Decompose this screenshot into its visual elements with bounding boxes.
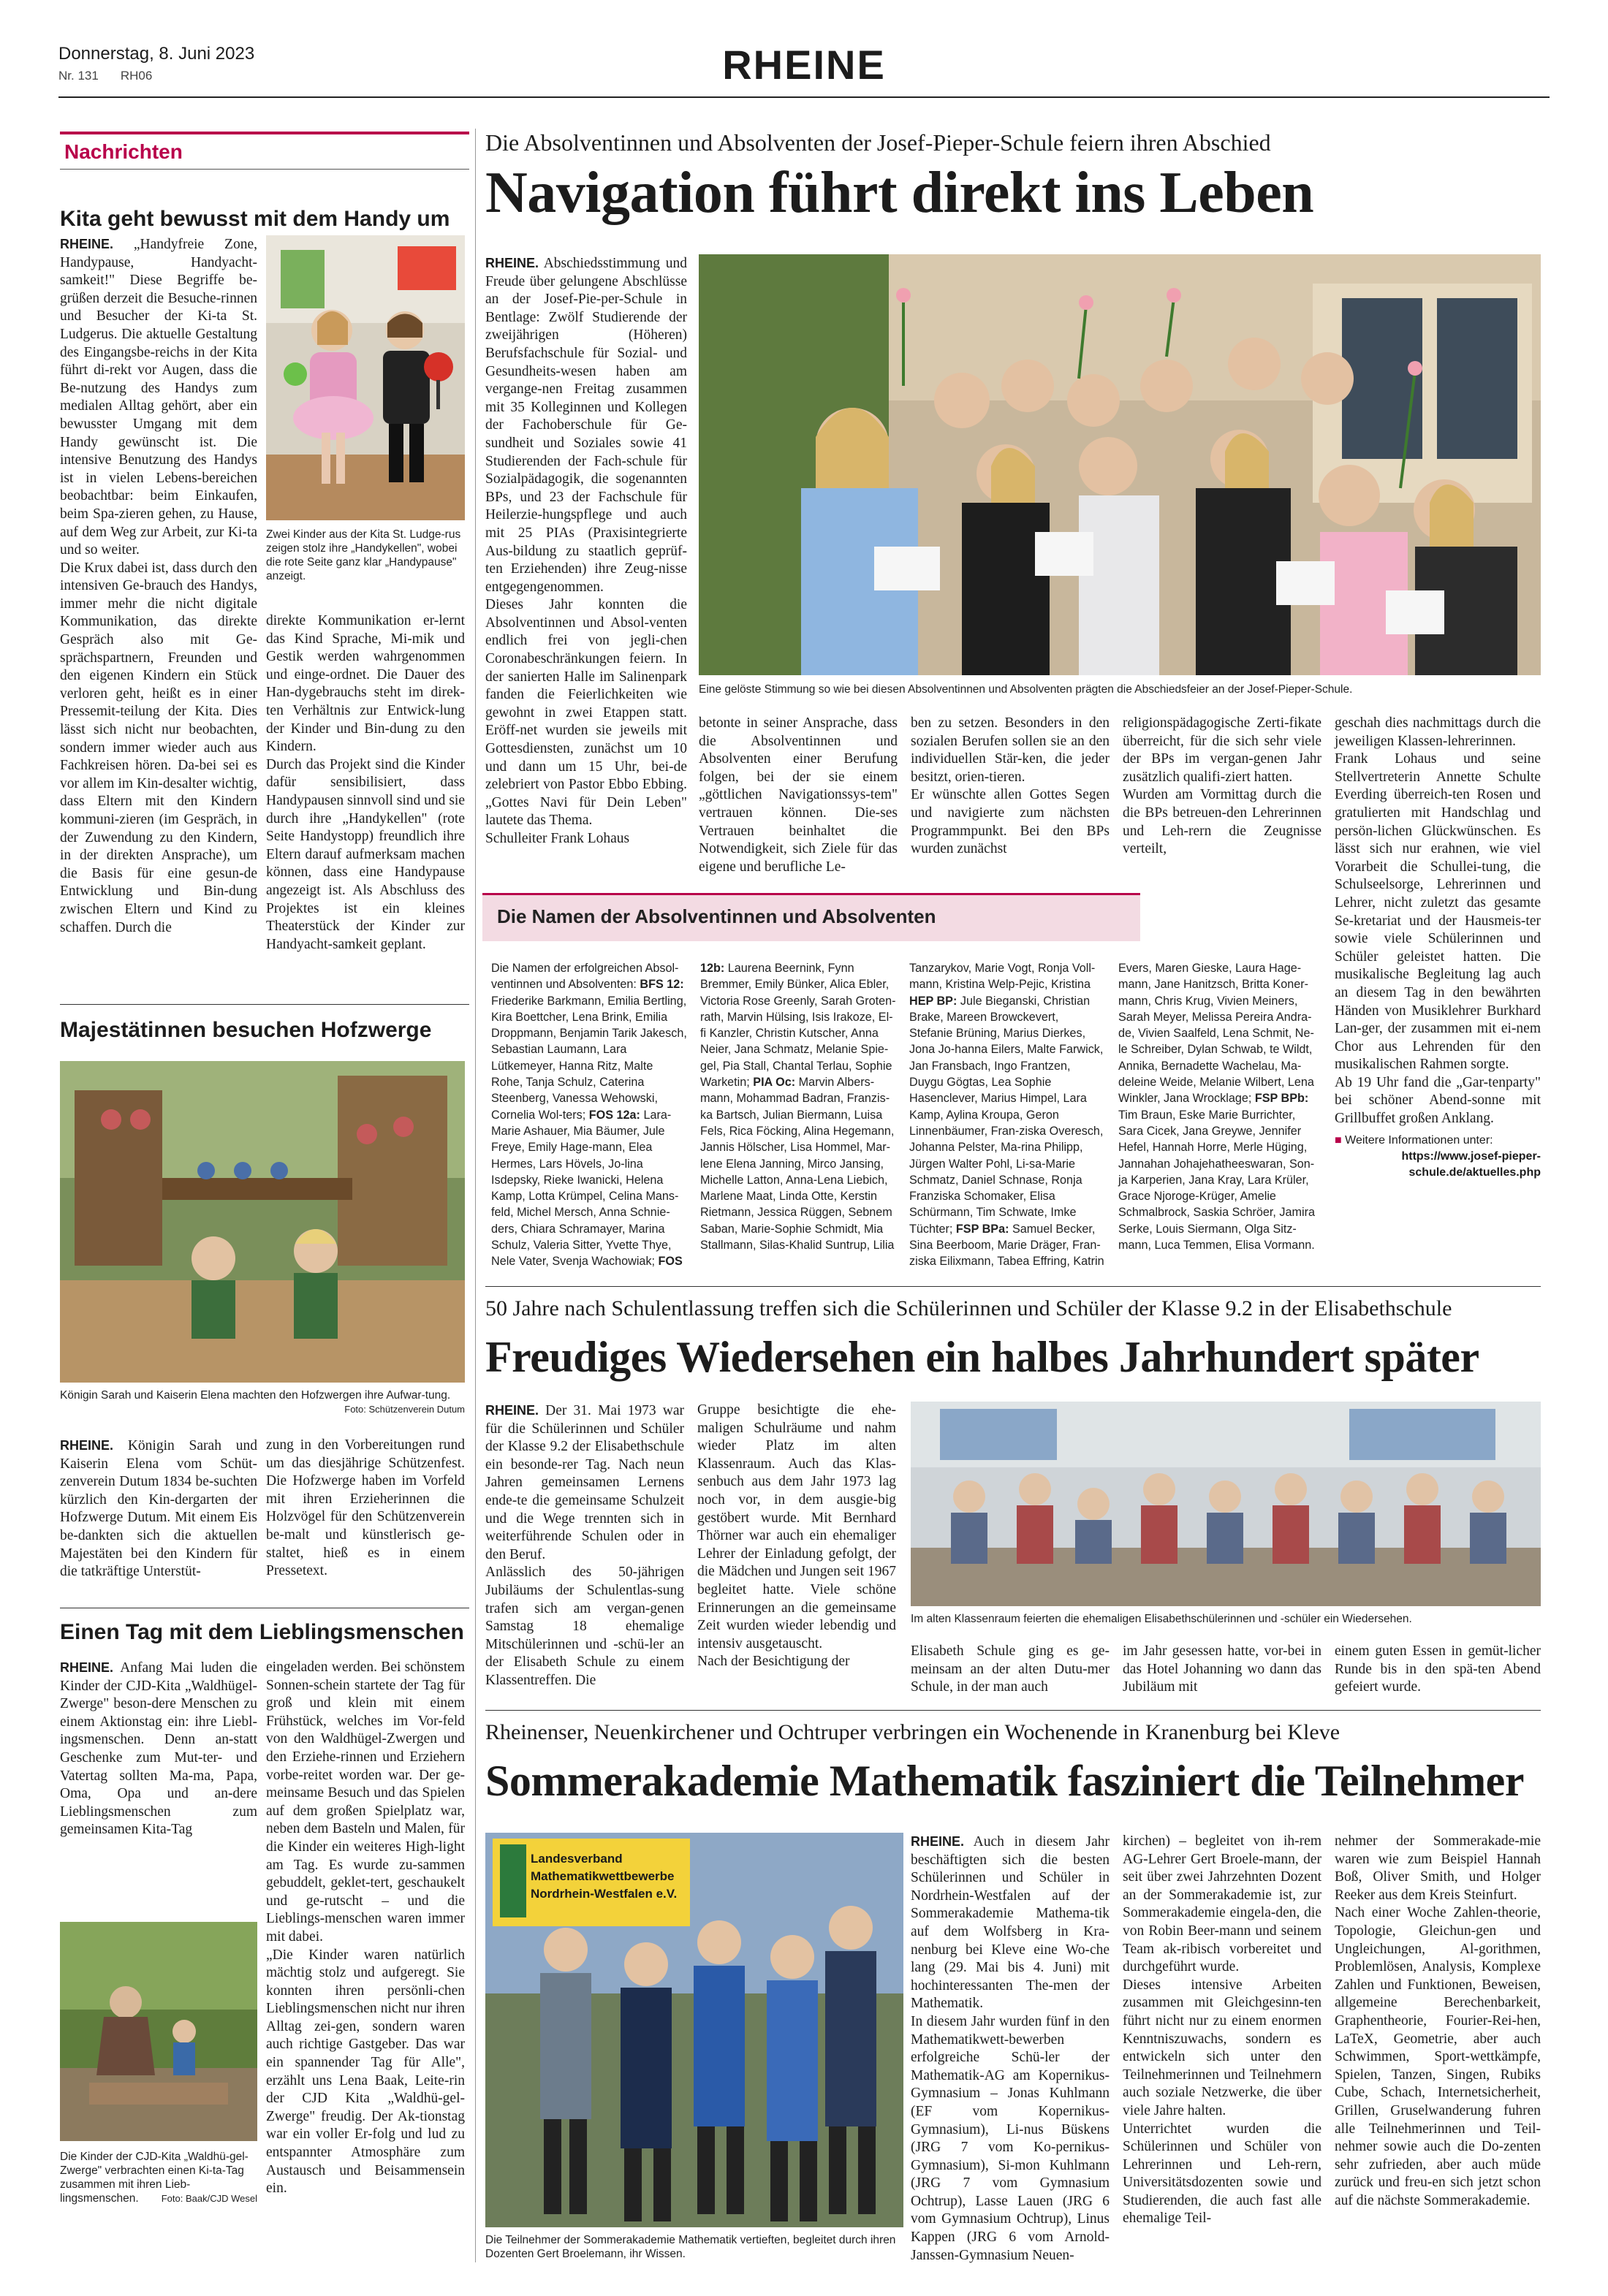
lieblings-headline: Einen Tag mit dem Lieblingsmenschen	[60, 1620, 464, 1644]
names-heading: Die Namen der Absolventinnen und Absolventen	[482, 893, 1140, 941]
absolventen-col1: RHEINE. Abschiedsstimmung und Freude über gelungene Abschlüsse an der Josef-Pie-per-Schule in Bentlage: Zwölf Studierende der zweijährigen (Höheren) Berufsfachschule für Sozial- und Gesundheits-wesen haben am vergange-nen Freitag zusammen mit 35 Kolleginnen und Kollegen der Fachoberschule für Ge-sundheit und Soziales sowie 41 Studierenden der Fach-schule für Sozialpädagogik, die sogenannten BPs, und 23 der Fachschule für Heilerzie-hungspflege und auch mit 25 PIAs (Praxisintegrierte Aus-bildung zu staatlich geprüf-ten Erziehenden) ihre Zeug-nisse entgegengenommen. Dieses Jahr konnten die Absolventinnen und Absol-venten endlich frei von jegli-chen Coronabeschränkungen feiern. In der sanierten Halle im Salinenpark fanden die Feierlichkeiten wie gewohnt in zwei Etappen statt. Eröff-net wurden sie jeweils mit Gottesdiensten, zunächst um 10 und dann um 15 Uhr, bei-de zelebriert von Pastor Ebbo Ebbing. „Gottes Navi für Dein Leben" lautete das Thema. Schulleiter Frank Lohaus	[485, 256, 687, 846]
mathe-headline: Sommerakademie Mathematik fasziniert die Teilnehmer	[485, 1757, 1524, 1805]
absolventen-col3: ben zu setzen. Besonders in den sozialen Berufen sollen sie an den individuellen Stär-ken, die jeder besitzt, orien-tieren. Er wünschte allen Gottes Segen und navigierte zum nächsten Programmpunkt. Bei den BPs wurden zunächst	[911, 715, 1110, 857]
mathe-kicker: Rheinenser, Neuenkirchener und Ochtruper verbringen ein Wochenende in Kranenburg bei Kleve	[485, 1720, 1340, 1744]
mathe-caption: Die Teilnehmer der Sommerakademie Mathematik vertieften, begleitet durch ihren Dozenten Gert Broelemann, ihr Wissen.	[485, 2234, 896, 2260]
lieblings-text-a: RHEINE. Anfang Mai luden die Kinder der CJD-Kita „Waldhügel-Zwerge" beson-dere Menschen zu einem Aktionstag ein: ihre Liebl-ingsmenschen. Denn an-statt Geschenke zum Mut-ter- und Vatertag sollten Ma-ma, Papa, Oma, Opa und an-dere Lieblingsmenschen zum gemeinsamen Kita-Tag	[60, 1660, 257, 1838]
absolventen-kicker: Die Absolventinnen und Absolventen der Josef-Pieper-Schule feiern ihren Abschied	[485, 129, 1271, 156]
absolventen-col5: geschah dies nachmittags durch die jeweiligen Klassen-lehrerinnen. Frank Lohaus und seine Stellvertreterin Annette Schulte Everding überreich-ten Rosen und gratulierten mit Handschlag und persön-lichen Glückwünschen. Es lässt sich nur erahnen, wie viel Vorarbeit die Schullei-tung, die Schulseelsorge, Lehrerinnen und Lehrer, nicht zuletzt das gesamte Se-kretariat und der Hausmeis-ter sowie viele Schülerinnen und Schüler geleistet hatten. Die musikalische Begleitung lag auch an diesem Tag in den bewährten Händen von Musiklehrer Burkhard Lan-ger, der zusammen mit ei-nem Chor aus Lehrenden für den musikalischen Rahmen sorgte. Ab 19 Uhr fand die „Gar-tenparty" bei schöner Abend-sonne mit Grillbuffet großen Anklang. ■ Weitere Informationen unter: https://www.josef-pieper-schule.de/aktuelles.php	[1335, 715, 1541, 1181]
section-tag	[60, 132, 469, 170]
issue-date: Donnerstag, 8. Juni 2023	[58, 44, 255, 64]
names-col-1: Die Namen der erfolgreichen Absol-ventinnen und Absolventen: BFS 12: Friederike Barkmann, Emilia Bertling, Kira Boettcher, Lena Brink, Emilia Droppmann, Benjamin Tarik Jakesch, Sebastian Laumann, Lara Lütkemeyer, Hanna Ritz, Malte Rohe, Tanja Schulz, Caterina Steenberg, Vanessa Wehowski, Cornelia Wol-ters; FOS 12a: Lara-Marie Ashauer, Mia Bäumer, Jule Freye, Emily Hage-mann, Elea Hermes, Lars Hövels, Jo-lina Isdepsky, Rieke Iwanicki, Helena Kamp, Lotta Krümpel, Celina Mans-feld, Michel Mersch, Anna Schnie-ders, Chiara Schramayer, Marina Schulz, Valeria Sitter, Yvette Thye, Nele Vater, Svenja Wachowiak; FOS	[491, 962, 687, 1269]
lieblings-text-b: eingeladen werden. Bei schönstem Sonnen-schein startete der Tag für groß und klein mit einem Frühstück, welches im Vor-feld von den Waldhügel-Zwergen und den Erziehe-rinnen und Erziehern vorbe-reitet worden war. Der ge-meinsame Besuch und das Spielen auf dem großen Spielplatz war, neben dem Basteln und Malen, für die Kinder ein weiteres High-light am Tag. Es wurde zu-sammen gebuddelt, geklet-tert, geschaukelt und ge-rutscht – und die Lieblings-menschen waren immer mit dabei. „Die Kinder waren natürlich mächtig stolz und aufgeregt. Sie konnten ihren persönli-chen Lieblingsmenschen nicht nur ihren Alltag zei-gen, sondern waren auch richtige Gastgeber. Das war ein spannender Tag für Alle", erzählt uns Lena Baak, Leite-rin der CJD Kita „Waldhü-gel-Zwerge" freudig. Der Ak-tionstag war ein voller Er-folg und lud zu entspannter Atmosphäre zum Austausch und Beisammensein ein.	[266, 1659, 465, 2198]
mathe-col2: kirchen) – begleitet von ih-rem AG-Lehrer Gert Broele-mann, der seit über zwei Jahrzehnten Dozent an der Sommerakademie ist, zur Sommerakademie eingela-den, die von Robin Beer-mann und seinem Team ak-ribisch vorbereitet und durchgeführt wurde. Dieses intensive Arbeiten zusammen mit Gleichgesinn-ten führt nicht nur zu einem enormen Kenntniszuwachs, sondern es entwickeln sich unter den Teilnehmerinnen und Teilnehmern auch soziale Netzwerke, die über viele Jahre halten. Unterrichtet wurden die Schülerinnen und Schüler von Lehrerinnen und Leh-rern, Universitätsdozenten sowie und Studierenden, die auch fast alle ehemalige Teil-	[1123, 1833, 1321, 2227]
wiedersehen-col4: im Jahr gesessen hatte, vor-bei in das Hotel Johanning wo dann das Jubiläum mit	[1123, 1643, 1321, 1695]
wiedersehen-col1: RHEINE. Der 31. Mai 1973 war für die Schülerinnen und Schüler der Klasse 9.2 der Elisabethschule ein besonde-rer Tag. Nach neun Jahren gemeinsamen Lernens ende-te die gemeinsame Schulzeit und die Wege trennten sich in weiterführende Schulen oder in den Beruf. Anlässlich des 50-jährigen Jubiläums der Schulentlas-sung trafen sich am vergan-genen Samstag 18 ehemalige Mitschülerinnen und -schü-ler an der Elisabeth Schule zu einem Klassentreffen. Die	[485, 1403, 685, 1688]
bullet-icon: ■	[1335, 1133, 1342, 1147]
lieblings-photo	[60, 1922, 257, 2141]
absolventen-col4: religionspädagogische Zerti-fikate überreicht, für die sich sehr viele der BPs im vergan-genen Jahr zusätzlich qualifi-ziert hatten. Wurden am Vormittag durch die die BPs betreuen-den Lehrerinnen und Leh-rern die Zeugnisse verteilt,	[1123, 715, 1321, 857]
kita-dateline: RHEINE.	[60, 237, 114, 251]
absolventen-col2: betonte in seiner Ansprache, dass die Absolventinnen und Absolventen einer Berufung folgen, bei der sie einem „göttlichen Navigationssys-tem" vertrauen können. Die-ses Vertrauen beinhaltet die Notwendigkeit, sich Ziele für das eigene und berufliche Le-	[699, 715, 898, 875]
majestaet-caption: Königin Sarah und Kaiserin Elena machten den Hofzwergen ihre Aufwar-tung. Foto: Schützenverein Dutum	[60, 1389, 465, 1415]
more-info: ■ Weitere Informationen unter: https://www.josef-pieper-schule.de/aktuelles.php	[1335, 1133, 1541, 1179]
lieblings-caption: Die Kinder der CJD-Kita „Waldhü-gel-Zwerge" verbrachten einen Ki-ta-Tag zusammen mit ihren Lieb-lingsmenschen. Foto: Baak/CJD Wesel	[60, 2151, 257, 2205]
issue-nr: Nr. 131	[58, 69, 99, 83]
majestaet-photo-credit: Foto: Schützenverein Dutum	[344, 1404, 465, 1415]
names-col-3: Tanzarykov, Marie Vogt, Ronja Voll-mann, Kristina Welp-Pejic, Kristina HEP BP: Jule Bieganski, Christian Brake, Mareen Browckevert, Stefanie Brüning, Marius Dierkes, Jona Jo-hanna Eilers, Malte Farwick, Jan Fransbach, Ingo Frantzen, Duygu Gögtas, Lea Sophie Hasenclever, Marius Himpel, Lara Kamp, Aylina Kroupa, Geron Linnenbäumer, Fran-ziska Overesch, Johanna Pelster, Ma-rina Philipp, Jürgen Walter Pohl, Li-sa-Marie Schmatz, Daniel Schnase, Ronja Franziska Schomaker, Elisa Schürmann, Tim Schwate, Imke Tüchter; FSP BPa: Samuel Becker, Sina Beerboom, Marie Dräger, Fran-ziska Eilixmann, Tabea Effring, Katrin	[909, 962, 1104, 1269]
divider	[485, 1286, 1541, 1287]
majestaet-photo	[60, 1061, 465, 1383]
column-divider	[475, 129, 476, 2262]
absolventen-caption: Eine gelöste Stimmung so wie bei diesen Absolventinnen und Absolventen prägten die Abschiedsfeier an der Josef-Pieper-Schule.	[699, 683, 1353, 696]
kita-text-b: Die Krux dabei ist, dass durch den intensiven Ge-brauch des Handys, immer mehr die nicht digitale Kommunikation, das direkte Gespräch also mit Ge-sprächspartnern, Freunden und den eigenen Kindern ein Stück verloren geht, heißt es in einer Pressemit-teilung der Kita. Dies lässt sich nicht nur beobachten, sondern immer wieder auch aus Fachkreisen hören. Da-bei sei es vor allem im Kin-desalter wichtig, dass Eltern mit den Kindern kommuni-zieren (im Gespräch, in der Zuwendung zu den Kindern, in der direkten Ansprache), um die Basis für eine gesun-de Entwicklung und Bin-dung zwischen Eltern und Kind zu schaffen. Durch die	[60, 560, 257, 935]
edition-code: RH06	[120, 69, 153, 83]
names-col-2: 12b: Laurena Beernink, Fynn Bremmer, Emily Bünker, Alica Ebler, Victoria Rose Greenly, Sarah Groten-rath, Marvin Hülsing, Isis Irakoze, El-fi Kanzler, Christin Kutscher, Anna Neier, Jana Schmatz, Melanie Spie-gel, Pia Stall, Chantal Terlau, Sophie Warketin; PIA Oc: Marvin Albers-mann, Mohammad Badran, Franzis-ka Bartsch, Julian Biermann, Luisa Fels, Rica Föcking, Alina Hegemann, Jannis Hölscher, Lisa Hommel, Mar-lene Elena Janning, Mirco Jansing, Michelle Latton, Anna-Lena Liebich, Marlene Maat, Linda Otte, Kerstin Rietmann, Jessica Rüggen, Sebnem Saban, Marie-Sophie Schmidt, Mia Stallmann, Silas-Khalid Suntrup, Lilia	[700, 962, 896, 1252]
absolventen-photo	[699, 254, 1541, 675]
majestaet-headline: Majestätinnen besuchen Hofzwerge	[60, 1018, 432, 1042]
section-label: Nachrichten	[64, 140, 183, 163]
divider	[60, 1004, 469, 1005]
section-title: RHEINE	[722, 42, 886, 88]
kita-headline: Kita geht bewusst mit dem Handy um	[60, 207, 450, 231]
wiedersehen-kicker: 50 Jahre nach Schulentlassung treffen sich die Schülerinnen und Schüler der Klasse 9.2 in der Elisabethschule	[485, 1296, 1452, 1320]
mathe-banner: Landesverband Mathematikwettbewerbe Nordrhein-Westfalen e.V.	[531, 1852, 678, 1901]
names-col-4: Evers, Maren Gieske, Laura Hage-mann, Jane Hanitzsch, Britta Koner-mann, Chris Krug, Vivien Meiners, Sarah Meyer, Melissa Pereira Andra-de, Vivien Saalfeld, Lena Schmit, Ne-le Schreiber, Dylan Schwab, te Wildt, Annika, Bernadette Wachelau, Ma-deleine Weide, Melanie Wilbert, Lena Winkler, Jana Wrocklage; FSP BPb: Tim Braun, Eske Marie Burrichter, Sara Cicek, Jana Greywe, Jennifer Hefel, Hannah Horre, Merle Hüging, Jannahan Johajehatheeswaran, Son-ja Karperien, Jana Kray, Lara Krüler, Grace Njoroge-Krüger, Amelie Schmalbrock, Saskia Schröer, Jamira Serke, Louis Siermann, Olga Sitz-mann, Luca Temmen, Elisa Vormann.	[1118, 962, 1315, 1252]
kita-photo	[266, 235, 465, 520]
names-box	[482, 893, 1520, 1271]
mathe-col1: RHEINE. Auch in diesem Jahr beschäftigten sich die besten Schülerinnen und Schüler in Nordrhein-Westfalen auf der Sommerakademie Mathema-tik auf dem Wolfsberg in Kra-nenburg bei Kleve eine Wo-che lang (29. Mai bis 4. Juni) mit hochinteressanten The-men der Mathematik. In diesem Jahr wurden fünf in den Mathematikwett-bewerben erfolgreiche Schü-ler der Mathematik-AG am Kopernikus-Gymnasium – Jonas Kuhlmann (EF vom Kopernikus-Gymnasium), Li-nus Büskens (JRG 7 vom Ko-pernikus-Gymnasium), Si-mon Kuhlmann (JRG 7 vom Gymnasium Ochtrup), Lasse Lauen (JRG 6 vom Gymnasium Ochtrup), Linus Kappen (JRG 6 vom Arnold-Janssen-Gymnasium Neuen-	[911, 1834, 1110, 2263]
majestaet-text-a: RHEINE. Königin Sarah und Kaiserin Elena vom Schüt-zenverein Dutum 1834 be-suchten kürzlich den Kin-dergarten der Hofzwerge Dutum. Mit einem Eis be-dankten sich die aktuellen Majestäten bei den Kindern für die tatkräftige Unterstüt-	[60, 1438, 257, 1580]
kita-text-a: RHEINE. „Handyfreie Zone, Handypause, Handyacht-samkeit!" Diese Begriffe be-grüßen derzeit die Besuche-rinnen und Besucher der Ki-ta St. Ludgerus. Die aktuelle Gestaltung des Eingangsbe-reichs in der Kita führt di-rekt vor Augen, dass die Be-nutzung des Handys zum medialen Alltag gehört, aber ein bewusster Umgang mit dem Handy gewünscht ist. Die intensive Benutzung des Handys ist in vielen Lebens-bereichen beobachtbar: beim Einkaufen, beim Spa-zieren gehen, zu Hause, auf dem Weg zur Arbeit, zur Ki-ta und so weiter. Die Krux dabei ist, dass durch den intensiven Ge-brauch des Handys, immer mehr die nicht digitale Kommunikation, das direkte Gespräch also mit Ge-sprächspartnern, Freunden und den eigenen Kindern ein Stück verloren geht, heißt es in einer Pressemit-teilung der Kita. Dies lässt sich nicht nur beobachten, sondern immer wieder auch aus Fachkreisen hören. Da-bei sei es vor allem im Kin-desalter wichtig, dass Eltern mit den Kindern kommuni-zieren (im Gespräch, in der Zuwendung zu den Kindern, in der direkten Ansprache), um die Basis für eine gesun-de Entwicklung und Bin-dung zwischen Eltern und Kind zu schaffen. Durch die	[60, 235, 257, 937]
absolventen-headline: Navigation führt direkt ins Leben	[485, 161, 1314, 225]
mathe-photo	[485, 1833, 903, 2227]
kita-text-c: direkte Kommunikation er-lernt das Kind Sprache, Mi-mik und Gestik werden wahrgenommen und einge-ordnet. Die Dauer des Han-dygebrauchs steht im direk-ten Verhältnis zur Entwick-lung der Kinder und Bin-dung zu den Kindern. Durch das Projekt sind die Kinder dafür sensibilisiert, dass Handypausen sinnvoll sind und sie durch ihre „Handykellen" (rote Seite Handystopp) freundlich ihre Eltern darauf aufmerksam machen können, dass eine Handypause angezeigt ist. Als Abschluss des Projektes ist ein kleines Theaterstück der Kinder zur Handyacht-samkeit geplant.	[266, 612, 465, 954]
wiedersehen-photo	[911, 1402, 1541, 1606]
mathe-col3: nehmer der Sommerakade-mie waren wie zum Beispiel Hannah Boß, Oliver Smith, und Holger Reeker aus dem Kreis Steinfurt. Nach einer Woche Zahlen-theorie, Topologie, Gleichun-gen und Ungleichungen, Al-gorithmen, Problemlösen, Analysis, Komplexe Zahlen und Funktionen, Beweisen, allgemeine Berechenbarkeit, Graphentheorie, Fourier-Rei-hen, LaTeX, Geometrie, aber auch Schwimmen, Sport-wettkämpfe, Spielen, Tanzen, Singen, Rubiks Cube, Schach, Internetsicherheit, Grillen, Gruselwanderung fuhren alle Teilnehmerinnen und Teil-nehmer sowie auch die Do-zenten sehr zufrieden, aber auch müde zurück und freu-en sich jetzt schon auf die nächste Sommerakademie.	[1335, 1833, 1541, 2208]
majestaet-text-b: zung in den Vorbereitungen rund um das diesjährige Schützenfest. Die Hofzwerge haben im Vorfeld mit ihren Erzieherinnen die Holzvögel für den Schützenverein be-malt und künstlerisch ge-staltet, hieß es in einem Pressetext.	[266, 1437, 465, 1579]
wiedersehen-col3: Elisabeth Schule ging es ge-meinsam an der alten Dutu-mer Schule, in der man auch	[911, 1643, 1110, 1695]
wiedersehen-col2: Gruppe besichtigte die ehe-maligen Schulräume und nahm wieder Platz im alten Klassenraum. Auch das Klas-senbuch aus dem Jahr 1973 lag noch vor, in dem ausgie-big gestöbert wurde. Mit Bernhard Thörner war auch ein ehemaliger Lehrer der Einladung gefolgt, der die Mädchen und Jungen seit 1967 begleitet hatte. Viele schöne Erinnerungen an die gemeinsame Zeit wurden wieder lebendig und intensiv ausgetauscht. Nach der Besichtigung der	[697, 1402, 896, 1670]
kita-text-d: Durch das Projekt sind die Kinder dafür sensibilisiert, dass Handypausen sinnvoll sind und sie durch ihre „Handykellen" (rote Seite Handystopp) freundlich ihre Eltern darauf aufmerksam machen können, dass eine Handypause angezeigt ist. Als Abschluss des Projektes ist ein kleines Theaterstück der Kinder zur Handyacht-samkeit geplant.	[266, 756, 465, 952]
wiedersehen-caption: Im alten Klassenraum feierten die ehemaligen Elisabethschülerinnen und -schüler ein Wiedersehen.	[911, 1613, 1412, 1625]
kita-photo-caption: Zwei Kinder aus der Kita St. Ludge-rus zeigen stolz ihre „Handykellen", wobei die rote Seite ganz klar „Handypause" anzeigt.	[266, 528, 461, 582]
lieblings-photo-credit: Foto: Baak/CJD Wesel	[161, 2193, 257, 2204]
divider	[485, 1710, 1541, 1711]
wiedersehen-headline: Freudiges Wiedersehen ein halbes Jahrhundert später	[485, 1333, 1479, 1381]
wiedersehen-col5: einem guten Essen in gemüt-licher Runde bis in den spä-ten Abend gefeiert wurde.	[1335, 1643, 1541, 1695]
lieblings-text-c: „Die Kinder waren natürlich mächtig stolz und aufgeregt. Sie konnten ihren persönli-chen Lieblingsmenschen nicht nur ihren Alltag zei-gen, sondern waren auch richtige Gastgeber. Das war ein spannender Tag für Alle", erzählt uns Lena Baak, Leite-rin der CJD Kita „Waldhü-gel-Zwerge" freudig. Der Ak-tionstag war ein voller Er-folg und lud zu entspannter Atmosphäre zum Austausch und Beisammensein ein.	[266, 1947, 465, 2197]
masthead	[58, 39, 1550, 98]
more-info-link[interactable]: https://www.josef-pieper-schule.de/aktuelles.php	[1401, 1149, 1541, 1179]
